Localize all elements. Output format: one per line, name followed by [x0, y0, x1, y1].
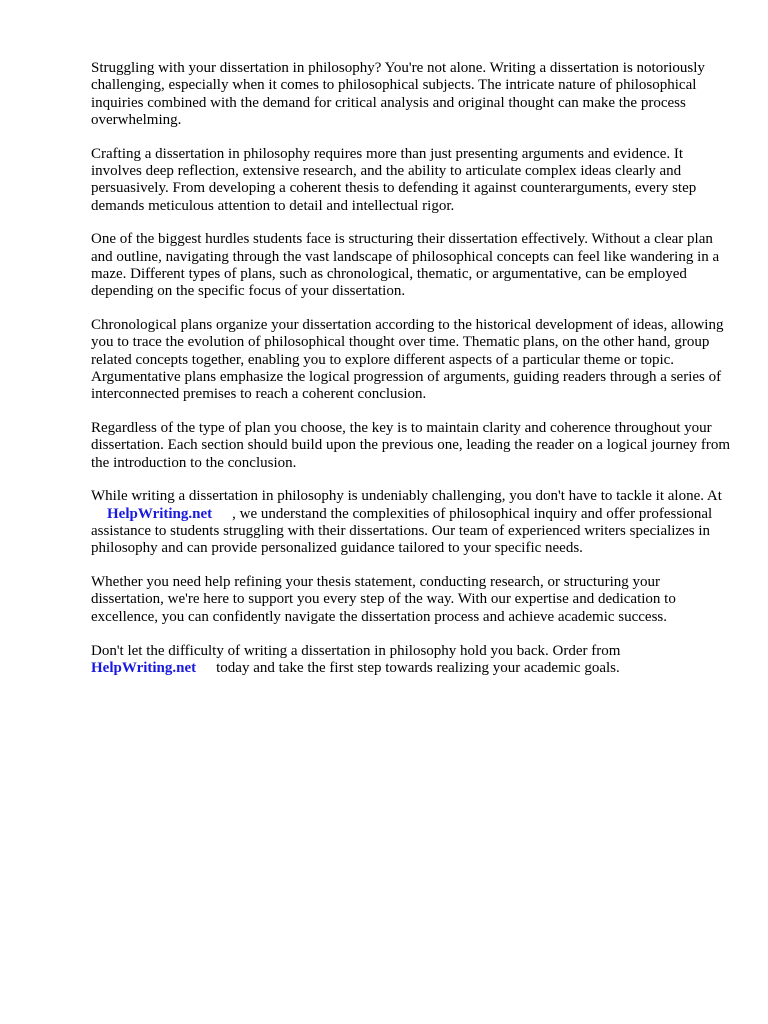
- helpwriting-link[interactable]: HelpWriting.net: [107, 505, 213, 522]
- paragraph-8-text-before: Don't let the difficulty of writing a dissertation in philosophy hold you back. Order from: [91, 642, 621, 659]
- paragraph-3: One of the biggest hurdles students face is structuring their dissertation effectively. Without a clear plan and outline, navigating through the vast landscape of philosophical concepts can feel like wandering in a maze. Different types of plans, such as chronological, thematic, or argumentative, can be employed depending on the specific focus of your dissertation.: [91, 231, 720, 300]
- paragraph-6: [91, 488, 731, 557]
- paragraph-6-text-before: While writing a dissertation in philosophy is undeniably challenging, you don't have to tackle it alone. At: [91, 488, 722, 505]
- paragraph-6-text-after: , we understand the complexities of philosophical inquiry and offer professional assistance to students struggling with their dissertations. Our team of experienced writers specializes in philosophy and can provide personalized guidance tailored to your specific needs.: [91, 505, 713, 557]
- paragraph-2: Crafting a dissertation in philosophy requires more than just presenting arguments and evidence. It involves deep reflection, extensive research, and the ability to articulate complex ideas clearly and persuasively. From developing a coherent thesis to defending it against counterarguments, every step demands meticulous attention to detail and intellectual rigor.: [91, 145, 697, 214]
- paragraph-8: [91, 643, 731, 678]
- paragraph-1: Struggling with your dissertation in philosophy? You're not alone. Writing a dissertation is notoriously challenging, especially when it comes to philosophical subjects. The intricate nature of philosophical inquiries combined with the demand for critical analysis and original thought can make the process overwhelming.: [91, 60, 705, 128]
- paragraph-4: Chronological plans organize your dissertation according to the historical development of ideas, allowing you to trace the evolution of philosophical thought over time. Thematic plans, on the other hand, group related concepts together, enabling you to explore different aspects of a particular theme or topic. Argumentative plans emphasize the logical progression of arguments, guiding readers through a series of interconnected premises to reach a coherent conclusion.: [91, 317, 724, 403]
- document-body: [91, 60, 731, 694]
- helpwriting-link-order[interactable]: HelpWriting.net: [91, 659, 197, 676]
- paragraph-5: Regardless of the type of plan you choose, the key is to maintain clarity and coherence throughout your dissertation. Each section should build upon the previous one, leading the reader on a logical journey from the introduction to the conclusion.: [91, 420, 730, 471]
- paragraph-7: Whether you need help refining your thesis statement, conducting research, or structuring your dissertation, we're here to support you every step of the way. With our expertise and dedication to excellence, you can confidently navigate the dissertation process and achieve academic success.: [91, 574, 676, 625]
- paragraph-8-text-after: today and take the first step towards realizing your academic goals.: [216, 659, 620, 676]
